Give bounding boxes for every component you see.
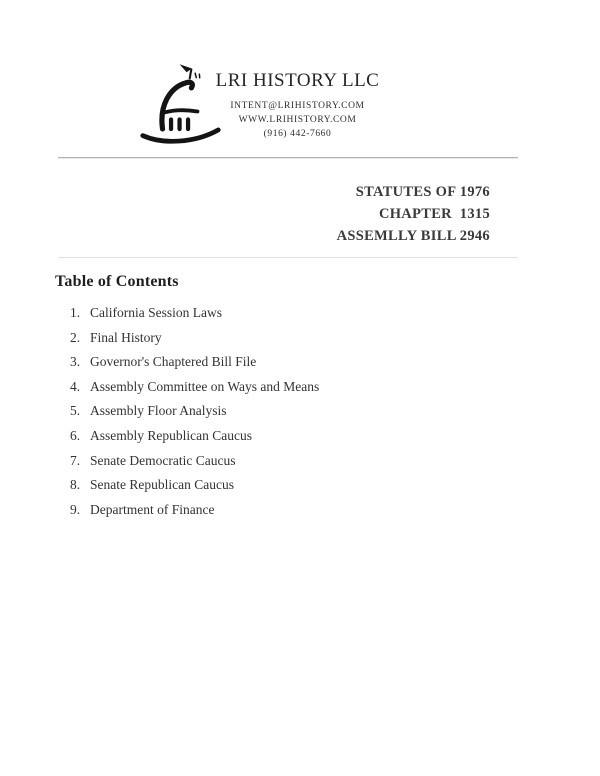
statute-reference-block — [337, 181, 490, 247]
toc-item-number: 3. — [70, 354, 81, 370]
toc-item-label: Senate Republican Caucus — [90, 477, 234, 493]
assembly-bill-line: ASSEMLLY BILL 2946 — [336, 228, 490, 244]
toc-item — [70, 331, 319, 345]
statutes-line: STATUTES OF 1976 — [355, 184, 490, 200]
toc-item-label: Assembly Floor Analysis — [90, 403, 227, 419]
toc-item-label: Senate Democratic Caucus — [90, 452, 236, 468]
divider-top — [58, 157, 518, 159]
email-line: INTENT@LRIHISTORY.COM — [230, 101, 365, 111]
company-name: LRI HISTORY LLC — [215, 70, 380, 91]
divider-bottom — [58, 257, 518, 258]
toc-item-label: Assembly Republican Caucus — [90, 427, 252, 443]
toc-item — [70, 306, 319, 320]
toc-item-label: Department of Finance — [90, 501, 215, 517]
toc-item — [70, 429, 319, 443]
toc-item-number: 4. — [70, 378, 81, 394]
chapter-line: CHAPTER 1315 — [378, 206, 490, 222]
toc-item-number: 1. — [70, 305, 81, 320]
toc-item-label: California Session Laws — [90, 305, 222, 320]
website-line: WWW.LRIHISTORY.COM — [238, 115, 357, 125]
toc-item-number: 7. — [70, 452, 81, 468]
toc-item-number: 6. — [70, 427, 81, 443]
toc-item-label: Governor's Chaptered Bill File — [90, 354, 257, 370]
contact-info — [190, 99, 405, 141]
phone-line: (916) 442-7660 — [263, 129, 332, 139]
toc-heading: Table of Contents — [55, 273, 179, 290]
toc-item-number: 8. — [70, 477, 81, 493]
toc-item-label: Assembly Committee on Ways and Means — [90, 378, 320, 394]
toc-item — [70, 478, 319, 492]
toc-item-label: Final History — [90, 329, 162, 345]
toc-item — [70, 355, 319, 369]
letterhead — [190, 70, 405, 141]
toc-item — [70, 503, 319, 517]
toc-item-number: 9. — [70, 501, 81, 517]
toc-item — [70, 454, 319, 468]
toc-list — [70, 306, 319, 527]
toc-item-number: 2. — [70, 329, 81, 345]
toc-item — [70, 404, 319, 418]
toc-item-number: 5. — [70, 403, 81, 419]
toc-item — [70, 380, 319, 394]
